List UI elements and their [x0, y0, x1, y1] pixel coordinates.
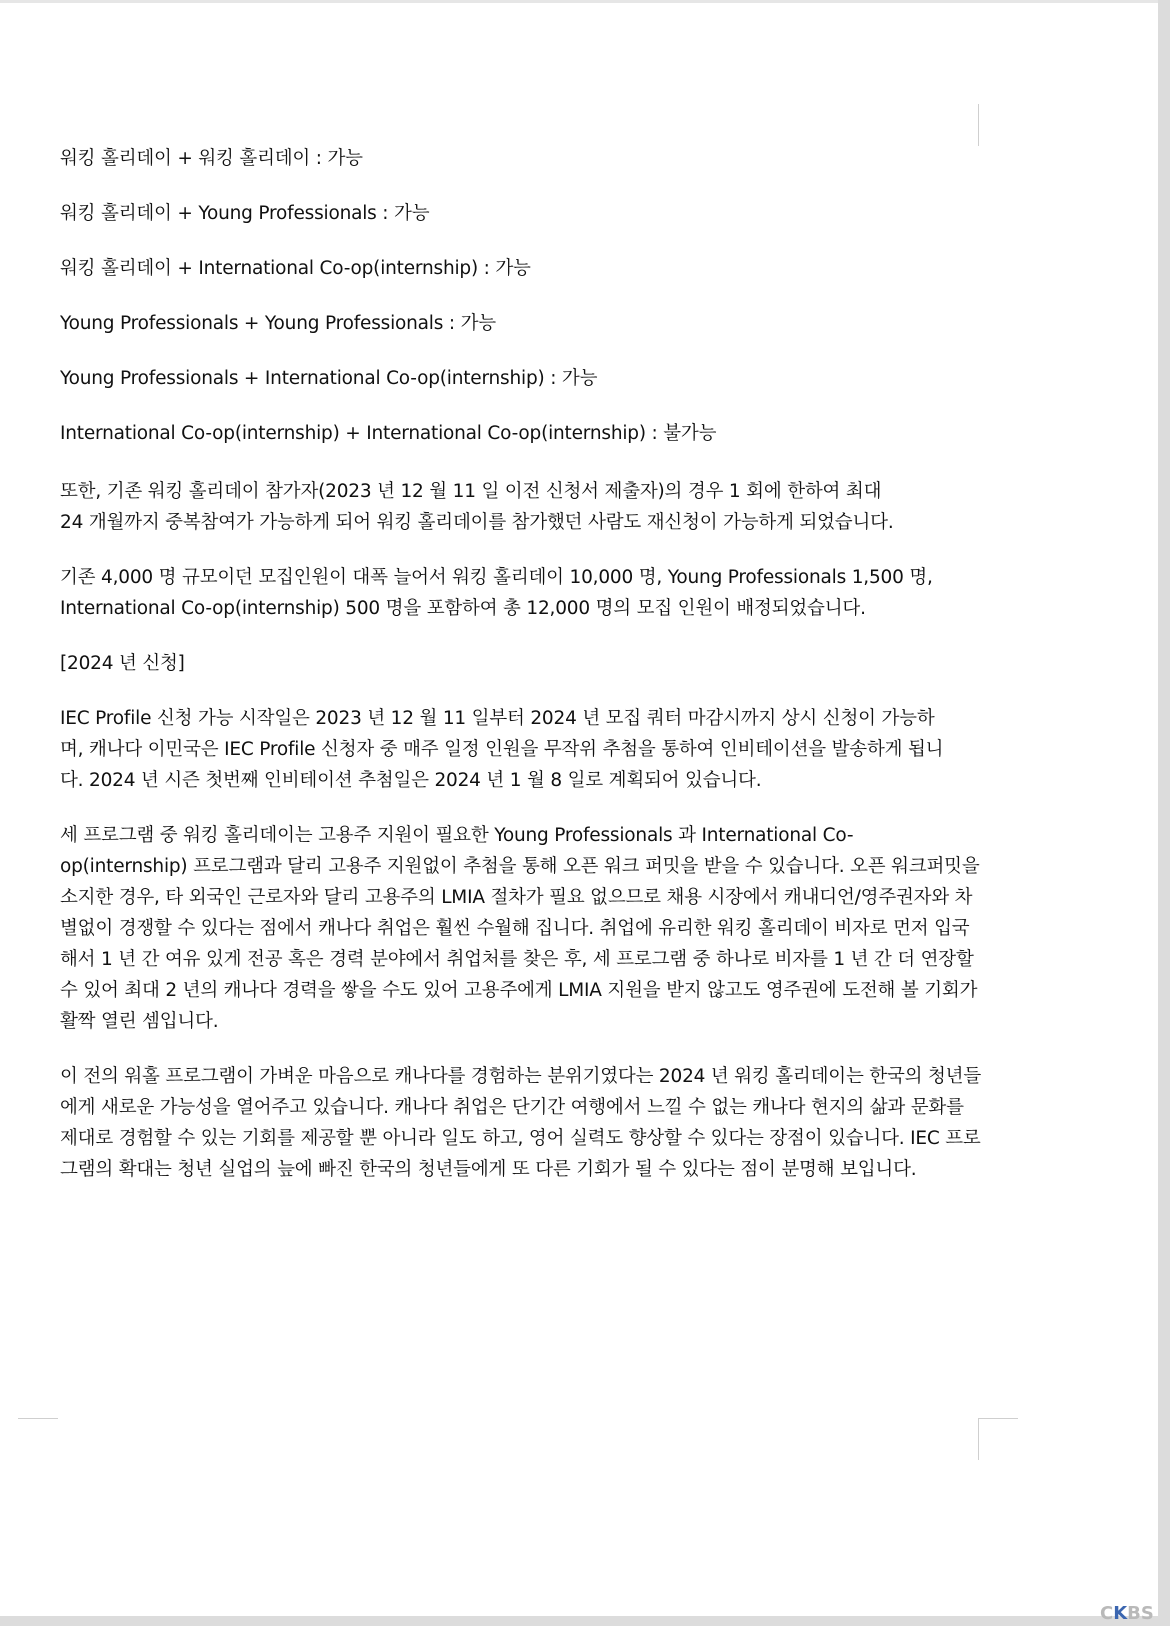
paragraph-rejoin: 또한, 기존 워킹 홀리데이 참가자(2023 년 12 월 11 일 이전 신청서 제출자)의 경우 1 회에 한하여 최대 24 개월까지 중복참여가 가능하게 되어 워킹 홀리데이를 참가했던 사람도 재신청이 가능하게 되었습니다. — [60, 481, 894, 533]
crop-mark-bottom-right-h — [978, 1418, 1018, 1419]
paragraph-application: IEC Profile 신청 가능 시작일은 2023 년 12 월 11 일부터 2024 년 모집 쿼터 마감시까지 상시 신청이 가능하며, 캐나다 이민국은 IEC Profile 신청자 중 매주 일정 인원을 무작위 추첨을 통하여 인비테이션을 발송하게 됩니다. 2024 년 시즌 첫번째 인비테이션 추첨일은 2024 년 1 월 8 일로 계획되어 있습니다. — [60, 708, 944, 791]
combination-line: 워킹 홀리데이 + Young Professionals : 가능 — [60, 203, 430, 224]
watermark-letter-k: K — [1113, 1603, 1128, 1624]
combination-line: Young Professionals + International Co-op(internship) : 가능 — [60, 368, 598, 389]
combination-line: 워킹 홀리데이 + International Co-op(internship) : 가능 — [60, 258, 531, 279]
paragraph-conclusion: 이 전의 워홀 프로그램이 가벼운 마음으로 캐나다를 경험하는 분위기였다는 2024 년 워킹 홀리데이는 한국의 청년들에게 새로운 가능성을 열어주고 있습니다. 캐나다 취업은 단기간 여행에서 느낄 수 없는 캐나다 현지의 삶과 문화를 제대로 경험할 수 있는 기회를 제공할 뿐 아니라 일도 하고, 영어 실력도 향상할 수 있다는 장점이 있습니다. IEC 프로그램의 확대는 청년 실업의 늪에 빠진 한국의 청년들에게 또 다른 기회가 될 수 있다는 점이 분명해 보입니다. — [60, 1066, 982, 1180]
paragraph-quota: 기존 4,000 명 규모이던 모집인원이 대폭 늘어서 워킹 홀리데이 10,000 명, Young Professionals 1,500 명, International Co-op(internship) 500 명을 포함하여 총 12,000 명의 모집 인원이 배정되었습니다. — [60, 567, 933, 619]
document-page — [60, 146, 1020, 1209]
crop-mark-top-right — [978, 104, 979, 146]
watermark-letter-c: C — [1100, 1603, 1114, 1624]
crop-mark-bottom-left — [18, 1418, 58, 1419]
viewer-top-edge — [0, 0, 1170, 3]
viewer-bottom-edge — [0, 1616, 1170, 1626]
section-heading: [2024 년 신청] — [60, 653, 185, 674]
combination-line: Young Professionals + Young Professionals : 가능 — [60, 313, 496, 334]
combination-line: 워킹 홀리데이 + 워킹 홀리데이 : 가능 — [60, 148, 363, 169]
combination-line: International Co-op(internship) + International Co-op(internship) : 불가능 — [60, 423, 717, 444]
viewer-right-edge — [1158, 0, 1170, 1626]
watermark-letters-bs: BS — [1127, 1603, 1154, 1624]
paragraph-programs: 세 프로그램 중 워킹 홀리데이는 고용주 지원이 필요한 Young Professionals 과 International Co-op(internship) 프로그램과 달리 고용주 지원없이 추첨을 통해 오픈 워크 퍼밋을 받을 수 있습니다. 오픈 워크퍼밋을 소지한 경우, 타 외국인 근로자와 달리 고용주의 LMIA 절차가 필요 없으므로 채용 시장에서 캐내디언/영주권자와 차별없이 경쟁할 수 있다는 점에서 캐나다 취업은 훨씬 수월해 집니다. 취업에 유리한 워킹 홀리데이 비자로 먼저 입국해서 1 년 간 여유 있게 전공 혹은 경력 분야에서 취업처를 찾은 후, 세 프로그램 중 하나로 비자를 1 년 간 더 연장할 수 있어 최대 2 년의 캐나다 경력을 쌓을 수도 있어 고용주에게 LMIA 지원을 받지 않고도 영주권에 도전해 볼 기회가 활짝 열린 셈입니다. — [60, 825, 980, 1032]
crop-mark-bottom-right-v — [978, 1418, 979, 1460]
ckbs-watermark-logo — [1100, 1603, 1154, 1624]
